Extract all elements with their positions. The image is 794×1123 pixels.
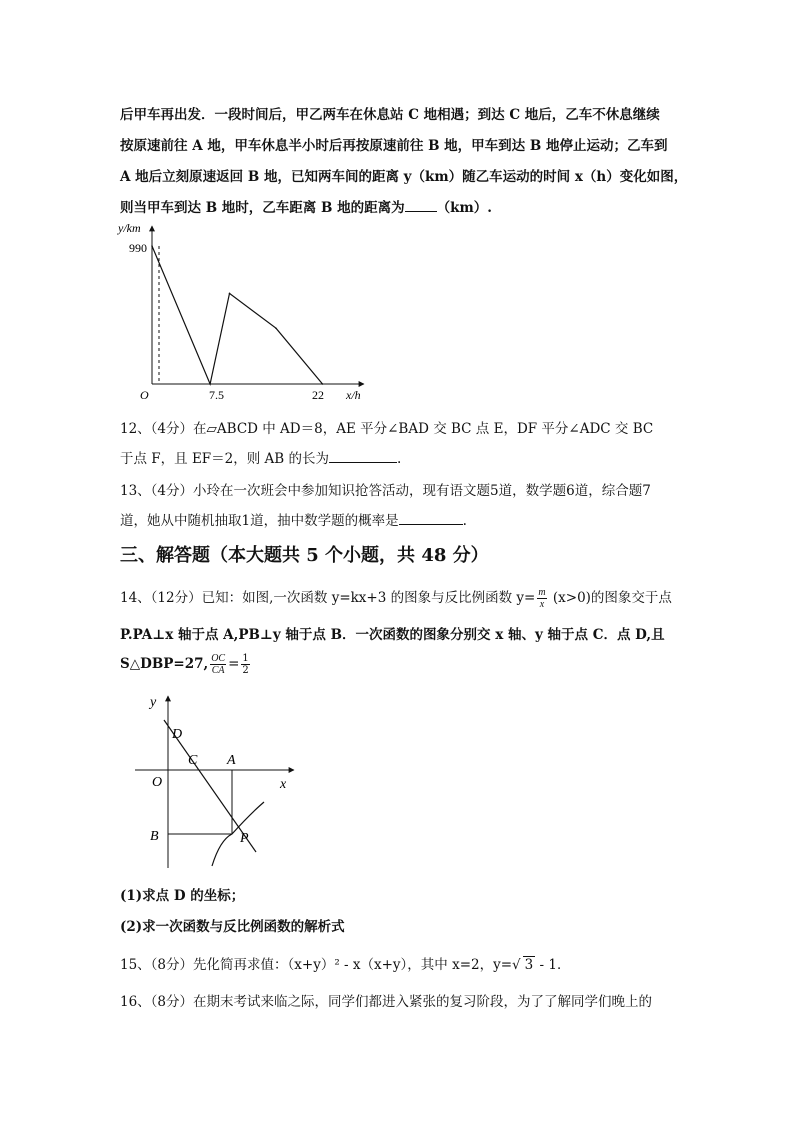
answer-blank-q11 <box>405 199 437 212</box>
graph1-x-axis-label: x/h <box>346 388 361 402</box>
graph1-x-tick-22: 22 <box>312 388 324 402</box>
graph2-label-c: C <box>188 753 198 768</box>
graph1-data-point-3 <box>275 327 277 329</box>
q11-line-4-text: 则当甲车到达 B 地时，乙车距离 B 地的距离为 <box>120 200 405 216</box>
fraction-oc-over-ca <box>210 653 226 676</box>
q14-line-2: P.PA⊥x 轴于点 A,PB⊥y 轴于点 B．一次函数的图象分别交 x 轴、y 轴于点 C．点 D,且 <box>120 627 665 643</box>
q14-line-3-text: S△DBP=27, <box>120 656 209 672</box>
sqrt-symbol: √ <box>512 957 521 973</box>
q13-line-2 <box>120 509 467 529</box>
fraction-one-half <box>241 653 249 676</box>
graph1-data-point-4 <box>322 383 324 385</box>
function-graph-figure <box>128 690 308 872</box>
q16-line-1: 16、（8分）在期末考试来临之际，同学们都进入紧张的复习阶段，为了了解同学们晚上的 <box>120 994 653 1010</box>
q14-part-2: (2)求一次函数与反比例函数的解析式 <box>120 919 345 935</box>
distance-time-graph <box>112 218 372 408</box>
q14-line-1-text: 14、（12分）已知：如图,一次函数 y=kx+3 的图象与反比例函数 y= <box>120 590 536 606</box>
answer-blank-q13 <box>399 512 463 525</box>
q14-line-1-end: (x>0)的图象交于点 <box>552 590 672 606</box>
q11-line-1: 后甲车再出发．一段时间后，甲乙两车在休息站 C 地相遇；到达 C 地后，乙车不休息继续 <box>120 107 660 123</box>
graph2-label-p: P <box>240 831 249 846</box>
q11-line-3: A 地后立刻原速返回 B 地，已知两车间的距离 y（km）随乙车运动的时间 x（h）变化如图， <box>120 169 688 185</box>
q13-line-2-text: 道，她从中随机抽取1道，抽中数学题的概率是 <box>120 513 399 529</box>
q11-line-4-unit: （km）. <box>436 200 492 216</box>
graph2-label-a: A <box>227 753 236 768</box>
graph2-label-o: O <box>152 775 163 790</box>
fraction-m-numerator: m <box>538 587 546 598</box>
q13-line-2-end: . <box>462 513 467 529</box>
fraction-m-over-x <box>537 587 546 610</box>
graph2-label-d: D <box>172 727 183 742</box>
graph1-y-axis-label: y/km <box>118 221 141 235</box>
q15-text-end: - 1． <box>535 957 571 973</box>
graph1-series-line <box>152 246 323 384</box>
fraction-oc-numerator: OC <box>211 653 226 664</box>
q12-line-2-end: . <box>397 451 402 467</box>
q12-line-2-text: 于点 F，且 EF＝2，则 AB 的长为 <box>120 451 330 467</box>
graph2-label-b: B <box>150 829 159 844</box>
graph1-x-tick-7.5: 7.5 <box>209 388 224 402</box>
fraction-half-denominator: 2 <box>242 665 249 676</box>
fraction-m-denominator: x <box>539 599 545 610</box>
q11-line-2: 按原速前往 A 地，甲车休息半小时后再按原速前往 B 地，甲车到达 B 地停止运动；乙车到 <box>120 138 668 154</box>
q15-text: 15、（8分）先化简再求值：（x+y）² - x（x+y），其中 x=2，y= <box>120 957 513 973</box>
q12-line-2 <box>120 447 401 467</box>
graph1-data-point-2 <box>229 293 231 295</box>
graph1-data-point-1 <box>209 383 211 385</box>
answer-blank-q12 <box>329 450 397 463</box>
fraction-half-numerator: 1 <box>242 653 249 664</box>
q14-part-1: (1)求点 D 的坐标； <box>120 888 245 904</box>
q15-line <box>120 953 570 973</box>
q14-equals-sign: = <box>228 656 240 672</box>
q12-line-1: 12、（4分）在▱ABCD 中 AD＝8，AE 平分∠BAD 交 BC 点 E，DF 平分∠ADC 交 BC <box>120 421 654 437</box>
section-3-heading: 三、解答题（本大题共 5 个小题，共 48 分） <box>120 545 489 566</box>
q14-line-3 <box>120 653 252 676</box>
q11-line-4 <box>120 196 492 216</box>
q13-line-1: 13、（4分）小玲在一次班会中参加知识抢答活动，现有语文题5道，数学题6道，综合题7 <box>120 483 651 499</box>
fraction-ca-denominator: CA <box>211 665 225 676</box>
graph2-label-x: x <box>280 777 287 792</box>
graph2-label-y: y <box>150 695 157 710</box>
graph1-origin-label: O <box>140 388 149 402</box>
sqrt-value: 3 <box>524 957 534 973</box>
graph1-data-point-0 <box>151 245 153 247</box>
graph1-y-tick-label: 990 <box>129 241 147 255</box>
q14-line-1 <box>120 586 672 610</box>
